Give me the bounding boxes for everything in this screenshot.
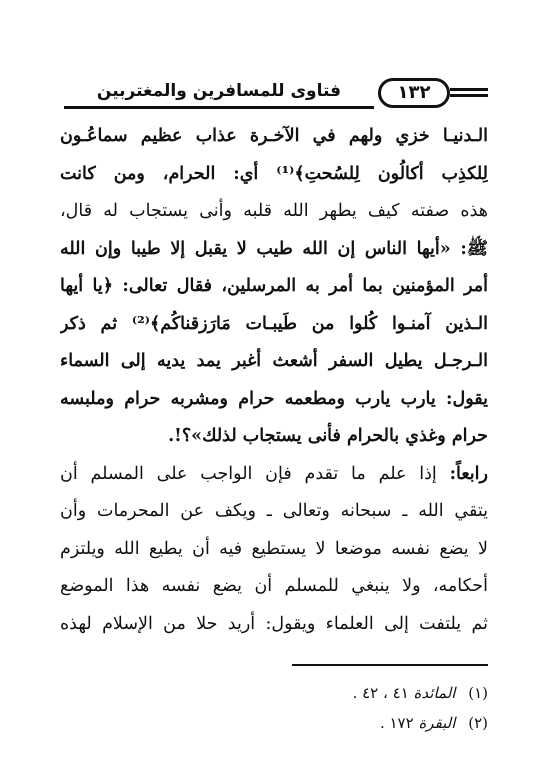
paragraph-start-line xyxy=(60,456,488,494)
text-line: لِلكذِب أكالُون لِلسُحتِ﴾⁽¹⁾ أي: الحرام، ومن كانت xyxy=(60,163,488,184)
page-header xyxy=(64,78,488,112)
running-title: فتاوى للمسافرين والمغتربين xyxy=(96,81,342,101)
text-line: لا يضع نفسه موضعا لا يستطيع فيه أن يطيع الله ويلتزم xyxy=(60,538,488,559)
text-segment: إذا علم ما تقدم فإن الواجب على المسلم أن xyxy=(60,463,437,484)
footnote-ref: ١٧٢ . xyxy=(379,714,414,732)
footnote-number: (٢) xyxy=(468,714,488,732)
section-lead-word: رابعاً: xyxy=(449,463,488,484)
text-line: يتقي الله ـ سبحانه وتعالى ـ ويكف عن المحرمات وأن xyxy=(60,501,488,521)
footnote-item xyxy=(188,708,488,738)
header-ornament-line xyxy=(450,94,488,97)
text-line: الـرجـل يطيل السفر أشعث أغبر يمد يديه إلى السماء xyxy=(60,351,488,371)
page-number-badge xyxy=(378,78,450,108)
footnote-separator xyxy=(292,664,488,666)
text-line: هذه صفته كيف يطهر الله قلبه وأنى يستجاب له قال، xyxy=(60,201,488,221)
main-text xyxy=(60,118,488,643)
footnote-ref: ٤١ ، ٤٢ . xyxy=(352,684,409,702)
text-line: أمر المؤمنين بما أمر به المرسلين، فقال تعالى: ﴿يا أيها xyxy=(60,276,488,296)
page-number: ١٣٢ xyxy=(397,82,431,103)
text-line: أحكامه، ولا ينبغي للمسلم أن يضع نفسه هذا الموضع xyxy=(60,576,488,596)
footnote-item xyxy=(188,678,488,708)
text-line: يقول: يارب يارب ومطعمه حرام ومشربه حرام وملبسه xyxy=(60,388,488,409)
header-ornament-line xyxy=(450,88,488,91)
text-line: حرام وغذي بالحرام فأنى يستجاب لذلك»؟!. xyxy=(168,426,488,446)
text-line: الـذين آمنـوا كُلوا من طَيبـات مَارَزقناكُم﴾⁽²⁾ ثم ذكر xyxy=(60,313,488,334)
footnotes xyxy=(188,678,488,738)
text-line: ﷺ: «أيها الناس إن الله طيب لا يقبل إلا طيبا وإن الله xyxy=(60,238,488,259)
header-rule xyxy=(64,106,374,109)
footnote-number: (١) xyxy=(468,684,488,702)
text-line: ثم يلتفت إلى العلماء ويقول: أريد حلا من الإسلام لهذه xyxy=(60,613,488,634)
text-line: الـدنيـا خزي ولهم في الآخـرة عذاب عظيم سماعُـون xyxy=(60,126,488,146)
footnote-source: المائدة xyxy=(413,684,456,702)
footnote-source: البقرة xyxy=(418,714,456,732)
